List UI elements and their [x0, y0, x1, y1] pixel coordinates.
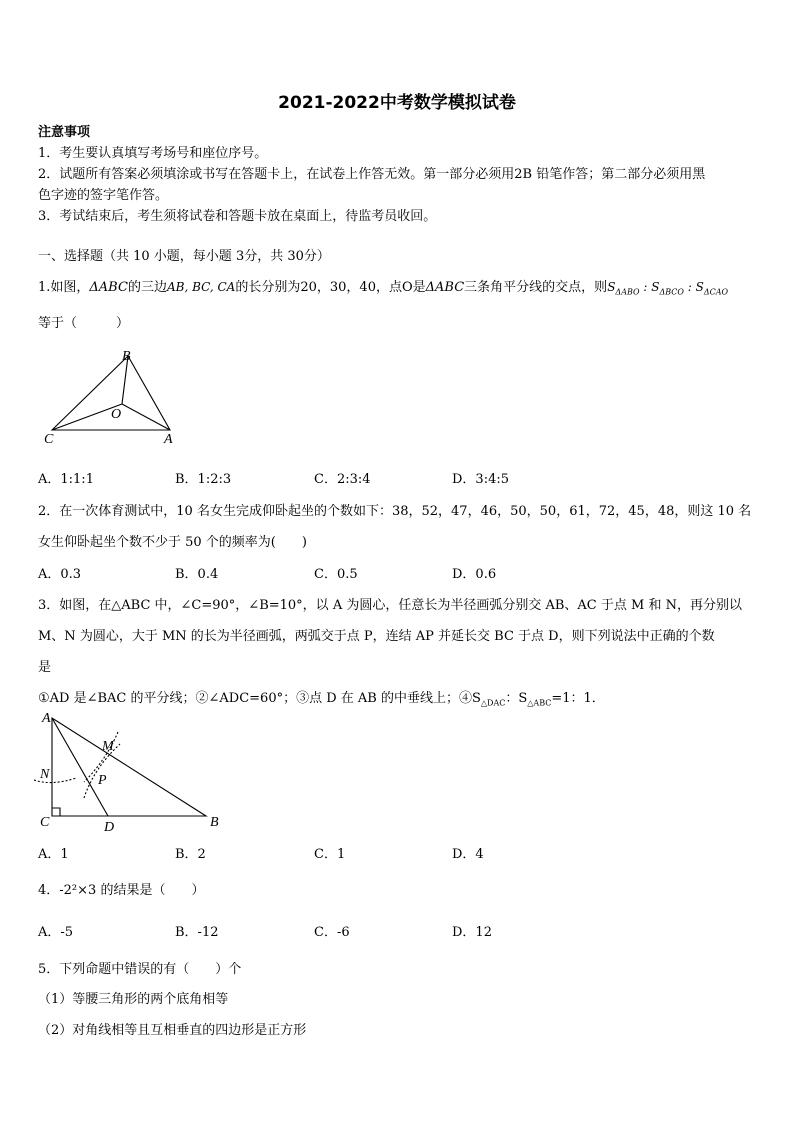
q3-subscript: △DAC	[480, 698, 506, 708]
question-5-item: （1）等腰三角形的两个底角相等	[38, 992, 229, 1007]
option-c: C．1	[314, 847, 346, 862]
question-2-stem: 2．在一次体育测试中，10 名女生完成仰卧起坐的个数如下：38，52，47，46，50，50，61，72，45，48，则这 10 名	[38, 504, 752, 519]
q1-text: 三条角平分线的交点，则	[464, 280, 608, 295]
q1-math: : S	[683, 280, 704, 294]
option-a: A．1:1:1	[38, 472, 94, 487]
option-a: A．-5	[38, 925, 74, 940]
label-m: M	[102, 739, 114, 754]
q1-subscript: ΔBCO	[659, 287, 684, 297]
question-1-stem-line2: 等于（ ）	[38, 316, 130, 331]
option-b: B．-12	[175, 925, 219, 940]
notice-item: 2．试题所有答案必须填涂或书写在答题卡上，在试卷上作答无效。第一部分必须用2B 铅笔作答；第二部分必须用黑	[38, 167, 706, 182]
option-a: A．0.3	[38, 567, 82, 582]
label-d: D	[104, 820, 115, 835]
q1-text: 的长分别为20，30，40，点O是	[235, 280, 426, 295]
option-d: D．3:4:5	[452, 472, 509, 487]
option-c: C．2:3:4	[314, 472, 371, 487]
q3-subscript: △ABC	[527, 698, 552, 708]
q1-subscript: ΔABO	[615, 287, 640, 297]
q1-math: ΔABC	[425, 280, 465, 295]
page-title: 2021-2022中考数学模拟试卷	[278, 93, 516, 113]
q1-math: S	[607, 280, 616, 294]
q3-text: ①AD 是∠BAC 的平分线；②∠ADC=60°；③点 D 在 AB 的中垂线上；④S	[38, 691, 481, 706]
question-5-stem: 5．下列命题中错误的有（ ）个	[38, 962, 242, 977]
label-a: A	[164, 432, 173, 447]
option-d: D．4	[452, 847, 484, 862]
question-3-statements	[38, 687, 605, 708]
question-3-stem-line3: 是	[38, 660, 52, 675]
option-b: B．1:2:3	[175, 472, 232, 487]
label-n: N	[40, 767, 50, 782]
right-angle-mark	[52, 808, 60, 816]
triangle-abc	[52, 718, 206, 816]
option-b: B．0.4	[175, 567, 219, 582]
q1-math: AB, BC, CA	[166, 280, 236, 294]
q1-text: 1.如图，	[38, 280, 90, 295]
notice-item: 3．考试结束后，考生须将试卷和答题卡放在桌面上，待监考员收回。	[38, 209, 437, 224]
notice-heading: 注意事项	[38, 125, 91, 140]
section-heading: 一、选择题（共 10 小题，每小题 3分，共 30分）	[38, 249, 330, 264]
option-d: D．12	[452, 925, 492, 940]
q1-math: ΔABC	[89, 280, 128, 295]
question-4-stem: 4．-2²×3 的结果是（ ）	[38, 883, 205, 898]
option-a: A．1	[38, 847, 69, 862]
label-p: P	[98, 773, 107, 788]
q1-text: 的三边	[127, 280, 167, 295]
triangle-figure-3	[34, 708, 230, 836]
question-3-stem-line2: M、N 为圆心，大于 MN 的长为半径画弧，两弧交于点 P，连结 AP 并延长交 BC 于点 D，则下列说法中正确的个数	[38, 629, 715, 644]
label-c: C	[44, 432, 54, 447]
option-c: C．-6	[314, 925, 350, 940]
option-b: B．2	[175, 847, 206, 862]
question-3-stem: 3．如图，在△ABC 中，∠C=90°，∠B=10°，以 A 为圆心，任意长为半径画弧分别交 AB、AC 于点 M 和 N，再分别以	[38, 598, 742, 613]
triangle-figure-1	[38, 344, 188, 449]
label-b: B	[122, 349, 131, 364]
label-c: C	[40, 815, 50, 830]
notice-item: 1．考生要认真填写考场号和座位序号。	[38, 146, 268, 161]
q1-area-ratio	[607, 280, 729, 297]
line-ad	[52, 718, 108, 816]
q3-text: ：S	[505, 691, 528, 706]
label-o: O	[111, 407, 122, 422]
label-a: A	[42, 711, 51, 726]
q3-text: =1：1．	[551, 691, 605, 706]
q1-math: : S	[639, 280, 660, 294]
option-d: D．0.6	[452, 567, 497, 582]
q1-subscript: ΔCAO	[703, 287, 729, 297]
question-5-item: （2）对角线相等且互相垂直的四边形是正方形	[38, 1023, 307, 1038]
notice-item: 色字迹的签字笔作答。	[38, 188, 169, 203]
question-2-stem-line2: 女生仰卧起坐个数不少于 50 个的频率为( )	[38, 535, 307, 550]
question-1-stem	[38, 276, 728, 296]
option-c: C．0.5	[314, 567, 358, 582]
label-b: B	[210, 815, 219, 830]
